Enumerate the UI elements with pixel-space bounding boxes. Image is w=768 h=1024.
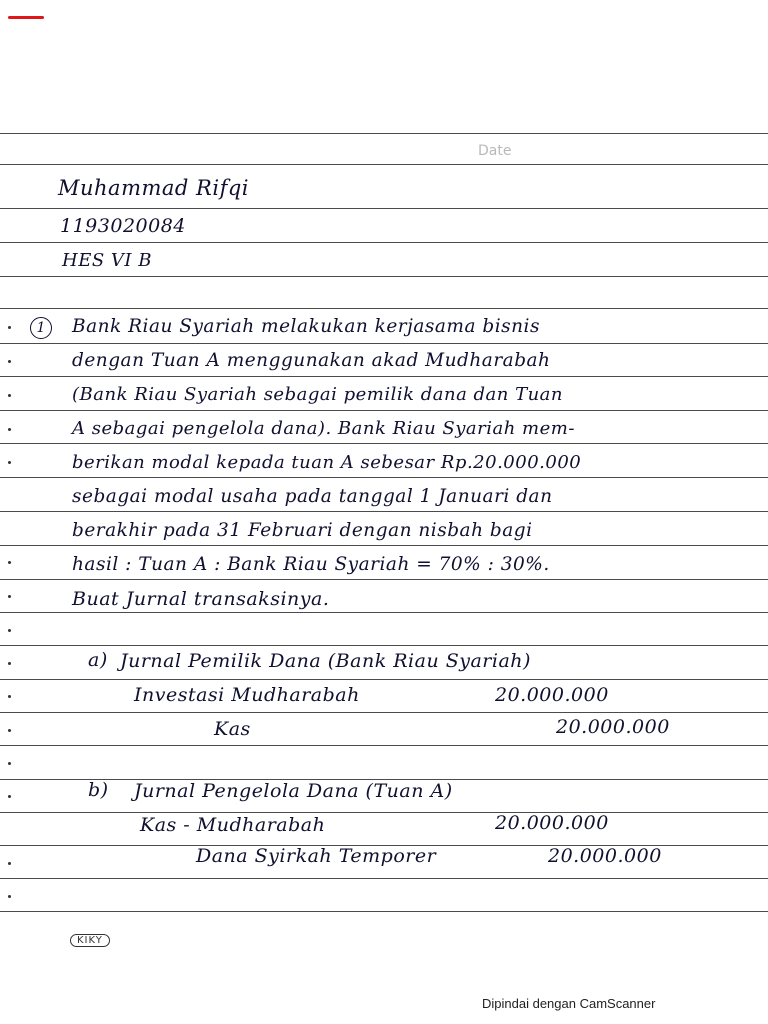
- notebook-brand-logo: KIKY: [70, 934, 110, 947]
- ruled-line: [0, 477, 768, 478]
- ruled-line: [0, 164, 768, 165]
- ruled-line: [0, 878, 768, 879]
- question-line: berikan modal kepada tuan A sebesar Rp.20.000.000: [72, 452, 582, 473]
- question-line: A sebagai pengelola dana). Bank Riau Syariah mem-: [72, 418, 575, 439]
- margin-dot: [8, 795, 11, 798]
- ruled-line: [0, 208, 768, 209]
- journal-b-credit-amount: 20.000.000: [548, 845, 662, 867]
- question-line: sebagai modal usaha pada tanggal 1 Januari dan: [72, 486, 553, 507]
- margin-dot: [8, 428, 11, 431]
- margin-dot: [8, 729, 11, 732]
- journal-b-credit-account: Dana Syirkah Temporer: [196, 845, 437, 867]
- ruled-line: [0, 133, 768, 134]
- journal-a-credit-amount: 20.000.000: [556, 716, 670, 738]
- ruled-line: [0, 812, 768, 813]
- ruled-line: [0, 343, 768, 344]
- ruled-line: [0, 276, 768, 277]
- journal-a-label: a): [88, 649, 108, 671]
- ruled-line: [0, 443, 768, 444]
- ruled-line: [0, 612, 768, 613]
- ruled-line: [0, 745, 768, 746]
- margin-dot: [8, 326, 11, 329]
- journal-b-debit-account: Kas - Mudharabah: [140, 814, 326, 836]
- journal-a-credit-account: Kas: [214, 718, 251, 740]
- scanner-watermark: Dipindai dengan CamScanner: [482, 996, 656, 1011]
- margin-dot: [8, 394, 11, 397]
- margin-dot: [8, 561, 11, 564]
- ruled-line: [0, 545, 768, 546]
- ruled-line: [0, 579, 768, 580]
- journal-a-debit-account: Investasi Mudharabah: [134, 684, 360, 706]
- margin-dot: [8, 360, 11, 363]
- ruled-line: [0, 308, 768, 309]
- student-class: HES VI B: [62, 250, 152, 271]
- ruled-line: [0, 712, 768, 713]
- ruled-line: [0, 911, 768, 912]
- question-line: Buat Jurnal transaksinya.: [72, 588, 330, 610]
- margin-dot: [8, 895, 11, 898]
- margin-dot: [8, 762, 11, 765]
- ruled-line: [0, 511, 768, 512]
- ruled-line: [0, 679, 768, 680]
- journal-b-debit-amount: 20.000.000: [495, 812, 609, 834]
- margin-dot: [8, 461, 11, 464]
- margin-dot: [8, 629, 11, 632]
- journal-a-debit-amount: 20.000.000: [495, 684, 609, 706]
- ruled-line: [0, 410, 768, 411]
- margin-dot: [8, 695, 11, 698]
- question-line: (Bank Riau Syariah sebagai pemilik dana dan Tuan: [72, 384, 564, 405]
- student-name: Muhammad Rifqi: [58, 176, 249, 200]
- student-id: 1193020084: [60, 215, 186, 237]
- red-margin-mark: [8, 16, 44, 19]
- ruled-line: [0, 242, 768, 243]
- question-number: 1: [30, 317, 52, 339]
- journal-b-label: b): [88, 779, 109, 801]
- journal-a-title: Jurnal Pemilik Dana (Bank Riau Syariah): [120, 650, 531, 672]
- question-line: dengan Tuan A menggunakan akad Mudharabah: [72, 350, 551, 371]
- margin-dot: [8, 595, 11, 598]
- date-label: Date: [478, 143, 512, 159]
- ruled-line: [0, 645, 768, 646]
- ruled-line: [0, 376, 768, 377]
- margin-dot: [8, 662, 11, 665]
- margin-dot: [8, 862, 11, 865]
- question-line: Bank Riau Syariah melakukan kerjasama bisnis: [72, 316, 540, 337]
- journal-b-title: Jurnal Pengelola Dana (Tuan A): [134, 780, 453, 802]
- question-line: berakhir pada 31 Februari dengan nisbah bagi: [72, 520, 533, 541]
- question-line: hasil : Tuan A : Bank Riau Syariah = 70% : 30%.: [72, 554, 550, 575]
